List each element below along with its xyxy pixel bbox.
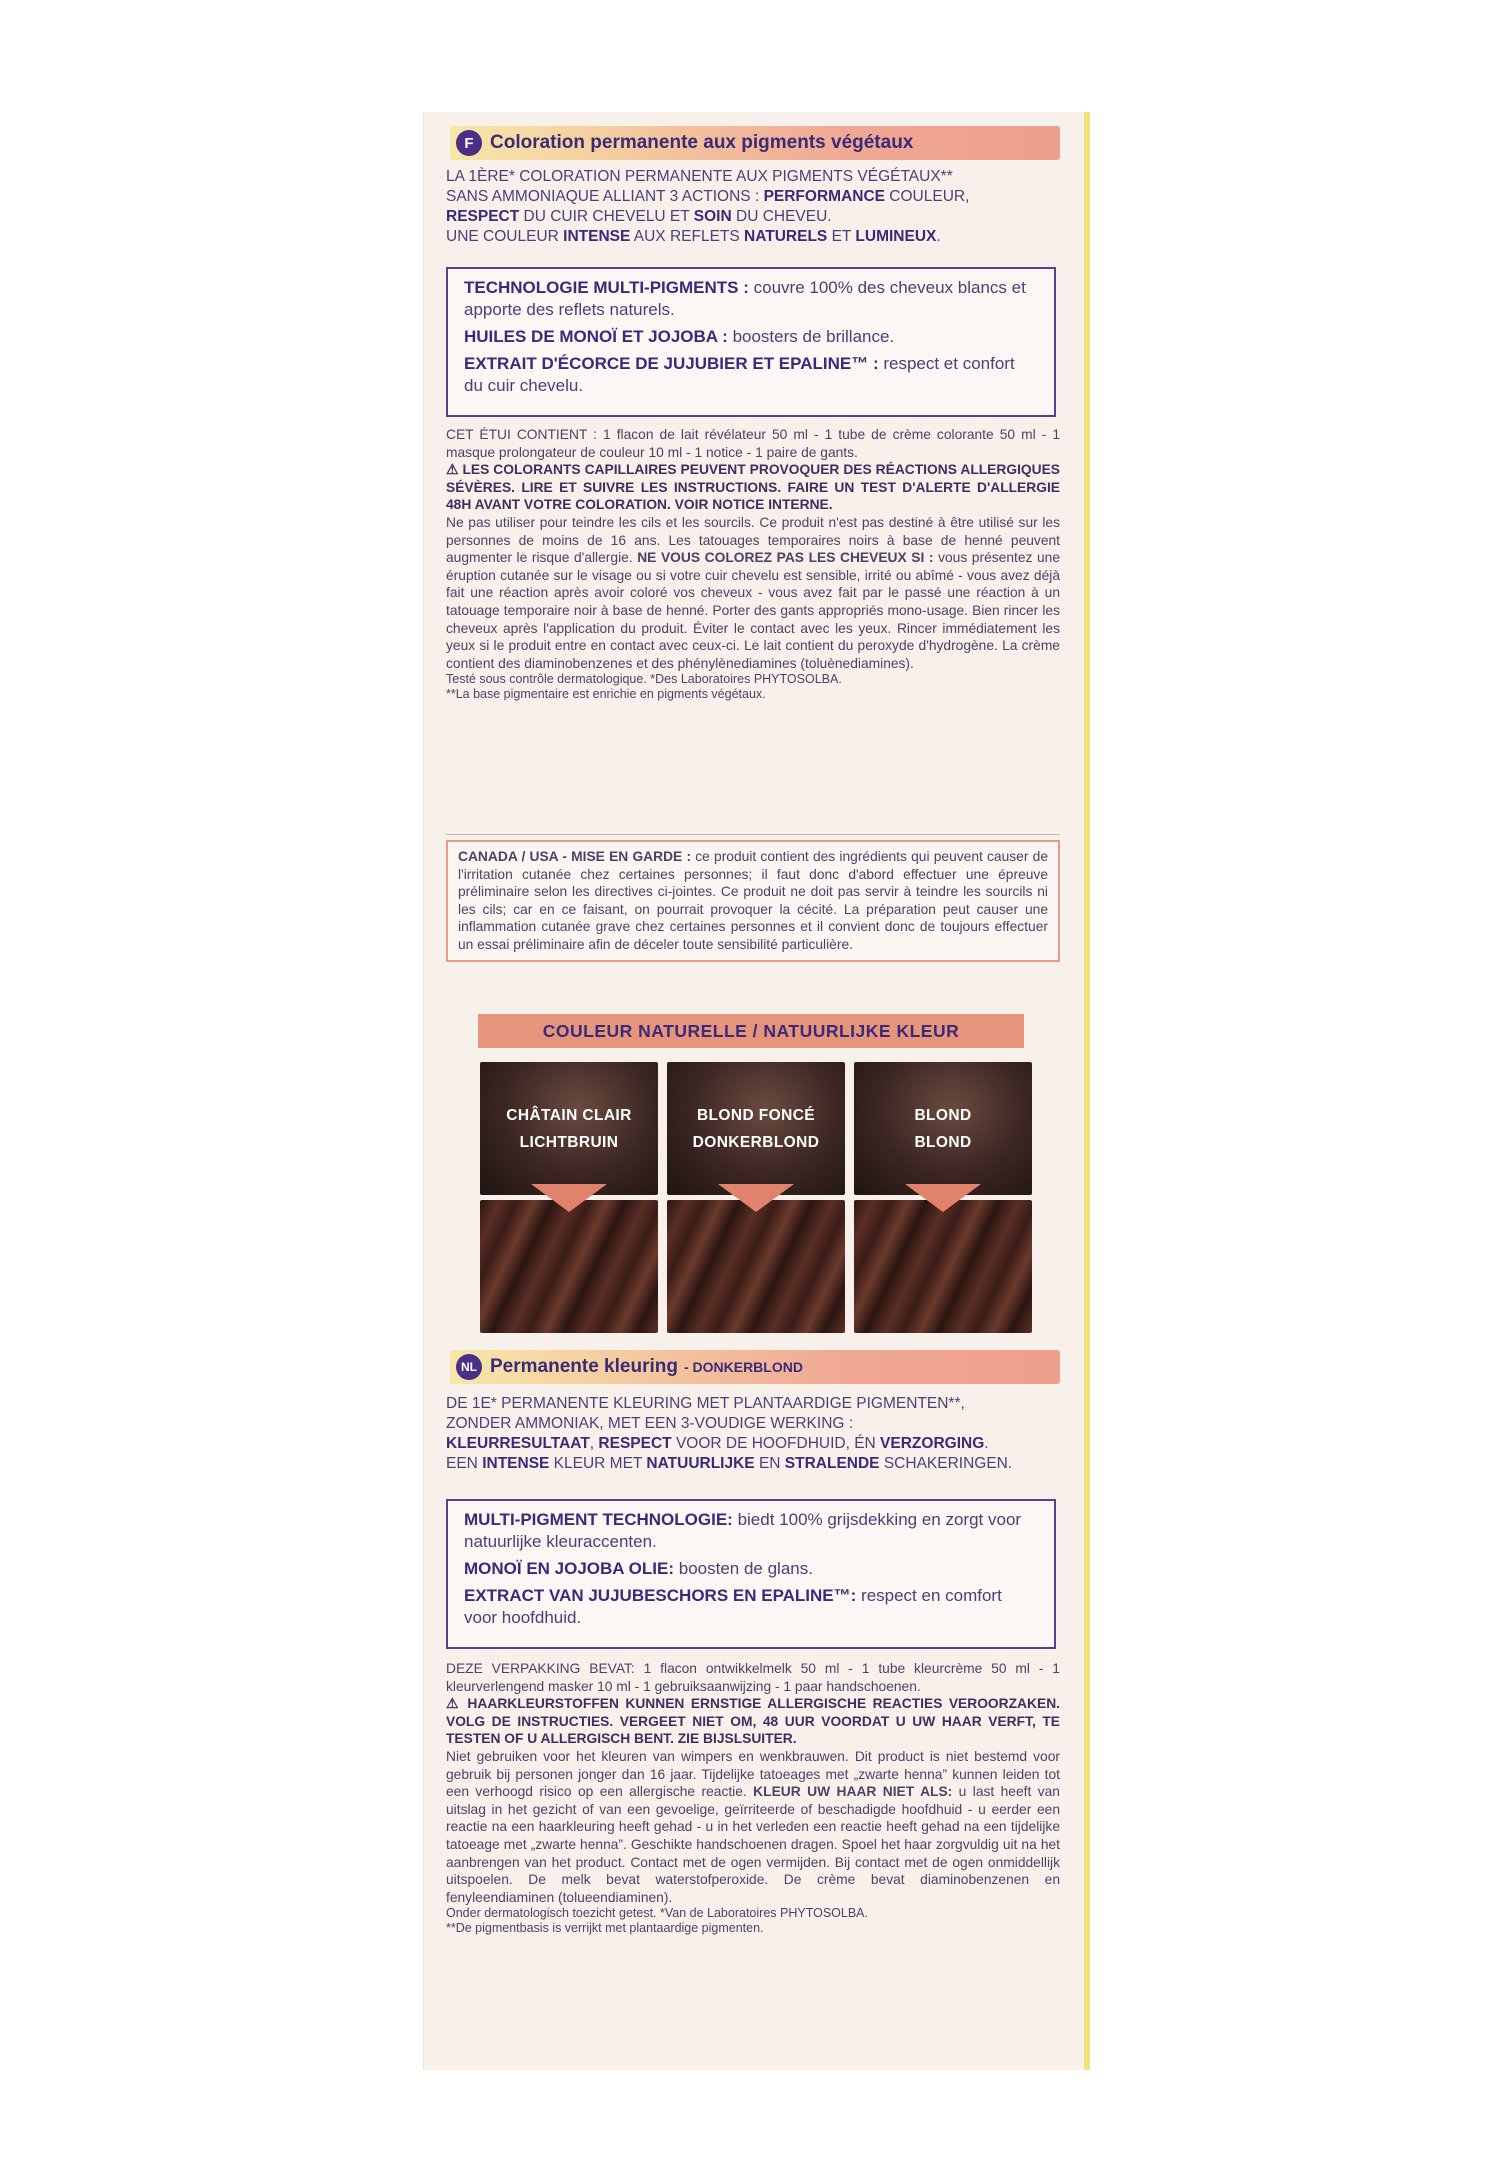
nl-benefits-box [446,1499,1056,1649]
swatch-after-1 [480,1200,658,1333]
fr-note-2: **La base pigmentaire est enrichie en pigments végétaux. [446,687,766,702]
arrow-down-icon [718,1184,794,1212]
fr-benefit-2: HUILES DE MONOÏ ET JOJOBA : boosters de brillance. [464,327,895,346]
fr-intro-line-3: RESPECT DU CUIR CHEVELU ET SOIN DU CHEVEU. [446,208,832,225]
fr-canada-warning-box: CANADA / USA - MISE EN GARDE : ce produit contient des ingrédients qui peuvent causer de l'irritation cutanée chez certaines personnes; il faut donc d'abord effectuer une épreuve préliminaire selon les directives ci-jointes. Ce produit ne doit pas servir à teindre les sourcils ni les cils; car en ce faisant, on pourrait provoquer la cécité. La préparation peut causer une inflammation cutanée grave chez certaines personnes et il convient donc de toujours effectuer un essai préliminaire afin de déceler toute sensibilité particulière. [446,840,1060,962]
arrow-down-icon [905,1184,981,1212]
fr-intro-line-2: SANS AMMONIAQUE ALLIANT 3 ACTIONS : PERFORMANCE COULEUR, [446,188,970,205]
nl-section-subtitle: - DONKERBLOND [683,1359,803,1375]
nl-contents: DEZE VERPAKKING BEVAT: 1 flacon ontwikkelmelk 50 ml - 1 tube kleurcrème 50 ml - 1 kleurverlengend masker 10 ml - 1 gebruiksaanwijzing - 1 paar handschoenen. [446,1661,1060,1694]
fr-section-title-bar [450,126,1060,160]
box-edge [1084,112,1090,2070]
fr-benefit-3: EXTRAIT D'ÉCORCE DE JUJUBIER ET EPALINE™ : respect et confort du cuir chevelu. [464,354,1015,395]
fr-intro-line-1: LA 1ÈRE* COLORATION PERMANENTE AUX PIGMENTS VÉGÉTAUX** [446,168,953,185]
colour-chart-header: COULEUR NATURELLE / NATUURLIJKE KLEUR [478,1014,1024,1048]
swatch-before-2: BLOND FONCÉ DONKERBLOND [667,1062,845,1195]
product-box-panel [424,112,1084,2070]
nl-language-badge: NL [456,1354,482,1380]
nl-allergy-warning: ⚠ HAARKLEURSTOFFEN KUNNEN ERNSTIGE ALLERGISCHE REACTIES VEROORZAKEN. VOLG DE INSTRUCTIES. VERGEET NIET OM, 48 UUR VOORDAT U UW HAAR VERFT, TE TESTEN OF U ALLERGISCH BENT. ZIE BIJSLSUITER. [446,1696,1060,1747]
nl-benefit-2: MONOÏ EN JOJOBA OLIE: boosten de glans. [464,1559,813,1578]
fr-body-text [446,426,1060,702]
nl-note-2: **De pigmentbasis is verrijkt met plantaardige pigmenten. [446,1921,764,1936]
swatch-after-2 [667,1200,845,1333]
swatch-before-3: BLOND BLOND [854,1062,1032,1195]
swatch-after-3 [854,1200,1032,1333]
nl-benefit-1: MULTI-PIGMENT TECHNOLOGIE: biedt 100% grijsdekking en zorgt voor natuurlijke kleuraccenten. [464,1510,1022,1551]
nl-intro-line-1: DE 1E* PERMANENTE KLEURING MET PLANTAARDIGE PIGMENTEN**, [446,1395,965,1412]
nl-intro-line-4: EEN INTENSE KLEUR MET NATUURLIJKE EN STRALENDE SCHAKERINGEN. [446,1455,1013,1472]
nl-body-text [446,1660,1060,1936]
fr-benefit-1: TECHNOLOGIE MULTI-PIGMENTS : couvre 100% des cheveux blancs et apporte des reflets naturels. [464,278,1026,319]
nl-section-title-bar [450,1350,1060,1384]
fr-section-title: Coloration permanente aux pigments végétaux [490,132,914,153]
nl-benefit-3: EXTRACT VAN JUJUBESCHORS EN EPALINE™: respect en comfort voor hoofdhuid. [464,1586,1002,1627]
fr-intro [446,167,1060,247]
nl-intro-line-3: KLEURRESULTAAT, RESPECT VOOR DE HOOFDHUID, ÉN VERZORGING. [446,1435,989,1452]
arrow-down-icon [531,1184,607,1212]
fr-allergy-warning: ⚠ LES COLORANTS CAPILLAIRES PEUVENT PROVOQUER DES RÉACTIONS ALLERGIQUES SÉVÈRES. LIRE ET SUIVRE LES INSTRUCTIONS. FAIRE UN TEST D'ALERTE D'ALLERGIE 48H AVANT VOTRE COLORATION. VOIR NOTICE INTERNE. [446,462,1060,513]
nl-instructions: Niet gebruiken voor het kleuren van wimpers en wenkbrauwen. Dit product is niet bestemd voor gebruik bij personen jonger dan 16 jaar. Tijdelijke tatoeages met „zwarte henna” kunnen leiden tot een verhoogd risico op een allergische reactie. KLEUR UW HAAR NIET ALS: u last heeft van uitslag in het gezicht of van een gevoelige, geïrriteerde of beschadigde hoofdhuid - u eerder een reactie na een haarkleuring heeft gehad - u in het verleden een reactie heeft gehad na een tijdelijke tatoeage met „zwarte henna”. Geschikte handschoenen dragen. Spoel het haar zorgvuldig uit na het aanbrengen van het product. Contact met de ogen vermijden. Bij contact met de ogen onmiddellijk uitspoelen. De melk bevat waterstofperoxide. De crème bevat diaminobenzenen en fenyleendiaminen (tolueendiaminen). [446,1748,1060,1905]
fr-instructions: Ne pas utiliser pour teindre les cils et les sourcils. Ce produit n'est pas destiné à être utilisé sur les personnes de moins de 16 ans. Les tatouages temporaires noirs à base de henné peuvent augmenter le risque d'allergie. NE VOUS COLOREZ PAS LES CHEVEUX SI : vous présentez une éruption cutanée sur le visage ou si votre cuir chevelu est sensible, irrité ou abîmé - vous avez déjà fait une réaction après avoir coloré vos cheveux - vous avez fait par le passé une réaction à un tatouage temporaire noir à base de henné. Porter des gants appropriés mono-usage. Bien rincer les cheveux après l'application du produit. Éviter le contact avec les yeux. Rincer immédiatement les yeux si le produit entre en contact avec ceux-ci. Le lait contient du peroxyde d'hydrogène. La crème contient des diaminobenzenes et des phénylènediamines (toluènediamines). [446,514,1060,671]
fr-language-badge: F [456,130,482,156]
nl-section-title: Permanente kleuring [490,1356,678,1377]
nl-note-1: Onder dermatologisch toezicht getest. *Van de Laboratoires PHYTOSOLBA. [446,1906,868,1921]
fr-intro-line-4: UNE COULEUR INTENSE AUX REFLETS NATURELS ET LUMINEUX. [446,228,941,245]
swatch-before-1: CHÂTAIN CLAIR LICHTBRUIN [480,1062,658,1195]
fr-divider [446,834,1060,835]
nl-intro [446,1394,1060,1474]
fr-contents: CET ÉTUI CONTIENT : 1 flacon de lait révélateur 50 ml - 1 tube de crème colorante 50 ml - 1 masque prolongateur de couleur 10 ml - 1 notice - 1 paire de gants. [446,427,1060,460]
nl-intro-line-2: ZONDER AMMONIAK, MET EEN 3-VOUDIGE WERKING : [446,1415,854,1432]
fr-note-1: Testé sous contrôle dermatologique. *Des Laboratoires PHYTOSOLBA. [446,672,842,687]
fr-benefits-box [446,267,1056,417]
